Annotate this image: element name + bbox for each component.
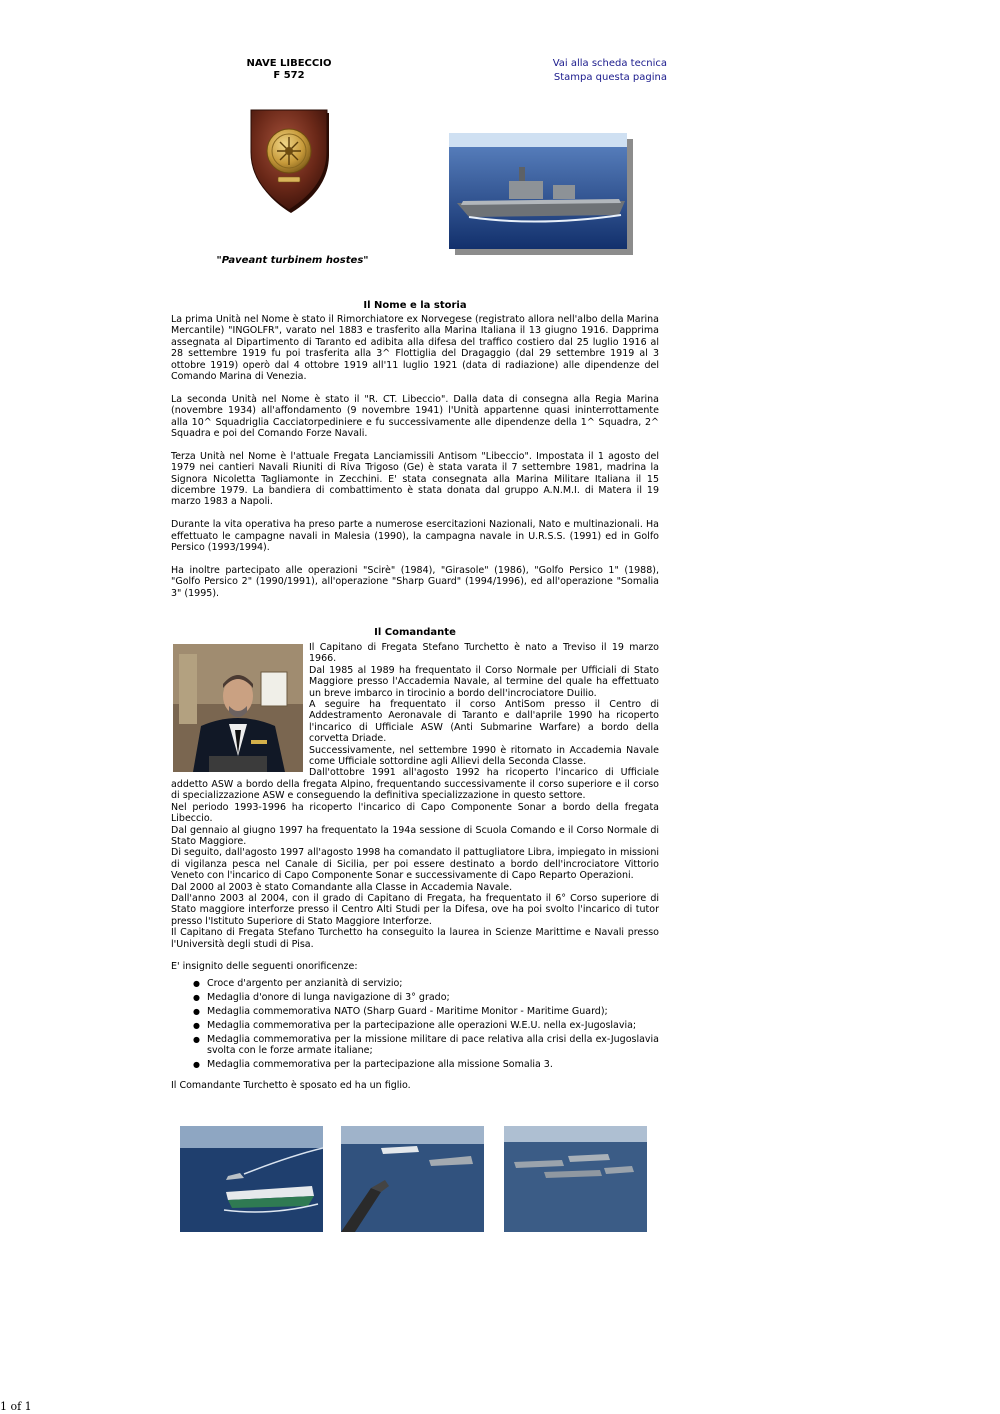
ship-title <box>200 58 378 82</box>
commander-portrait <box>173 644 303 772</box>
list-item: ● Medaglia commemorativa per la partecipazione alle operazioni W.E.U. nella ex-Jugoslavia; <box>193 1020 659 1031</box>
commander-bio-line: Nel periodo 1993-1996 ha ricoperto l'incarico di Capo Componente Sonar a bordo della fregata Libeccio. <box>171 801 659 825</box>
commander-bio-line: Di seguito, dall'agosto 1997 all'agosto 1998 ha comandato il pattugliatore Libra, impiegato in missioni di vigilanza pesca nel Canale di Sicilia, per poi essere destinato a bordo dell'incrociatore Vittorio Veneto con l'incarico di Capo Componente Sonar e successivamente di Capo Reparto Operazioni. <box>171 847 659 882</box>
history-paragraph: Ha inoltre partecipato alle operazioni "Scirè" (1984), "Girasole" (1986), "Golfo Persico 1" (1988), "Golfo Persico 2" (1990/1991), all'operazione "Sharp Guard" (1994/1996), ed all'operazione "Somalia 3" (1995). <box>171 564 659 599</box>
history-section <box>171 314 659 610</box>
list-item: ● Medaglia commemorativa per la missione militare di pace relativa alla crisi della ex-Jugoslavia svolta con le forze armate italiane; <box>193 1034 659 1057</box>
history-paragraph: La seconda Unità nel Nome è stato il "R. CT. Libeccio". Dalla data di consegna alla Regia Marina (novembre 1934) all'affondamento (9 novembre 1941) l'Unità appartenne quasi ininterrottamente alla 10^ Squadriglia Cacciatorpediniere e fu successivamente alle dipendenze della 1^ Squadra, 2^ Squadra e poi del Comando Forze Navali. <box>171 393 659 440</box>
gallery-photo-1 <box>180 1126 323 1232</box>
commander-section <box>171 642 659 1092</box>
history-paragraph: Terza Unità nel Nome è l'attuale Fregata Lanciamissili Antisom "Libeccio". Impostata il 1 agosto del 1979 nei cantieri Navali Riuniti di Riva Trigoso (Ge) è stata varata il 7 settembre 1981, madrina la Signora Nicoletta Tagliamonte in Zecchini. E' stata consegnata alla Marina Militare Italiana il 15 dicembre 1979. La bandiera di combattimento è stata donata dal gruppo A.N.M.I. di Matera il 19 marzo 1983 a Napoli. <box>171 450 659 508</box>
ship-photo <box>449 133 633 255</box>
history-paragraph: Durante la vita operativa ha preso parte a numerose esercitazioni Nazionali, Nato e multinazionali. Ha effettuato le campagne navali in Malesia (1990), la campagna navale in U.R.S.S. (1991) ed in Golfo Persico (1993/1994). <box>171 519 659 554</box>
commander-bio-line: Dall'ottobre 1991 all'agosto 1992 ha ricoperto l'incarico di Ufficiale addetto ASW a bordo della fregata Alpino, frequentando successivamente il corso superiore e il corso di specializzazione ASW e conseguendo la definitiva specializzazione in questo settore. <box>171 767 659 802</box>
commander-bio-line: Dal 1985 al 1989 ha frequentato il Corso Normale per Ufficiali di Stato Maggiore presso l'Accademia Navale, al termine del quale ha effettuato un breve imbarco in tirocinio a bordo dell'incrociatore Duilio. <box>309 664 659 699</box>
list-item: ● Medaglia commemorativa NATO (Sharp Guard - Maritime Monitor - Maritime Guard); <box>193 1006 659 1017</box>
commander-closing: Il Comandante Turchetto è sposato ed ha un figlio. <box>171 1080 411 1092</box>
print-page-link[interactable]: Stampa questa pagina <box>553 72 667 83</box>
history-heading: Il Nome e la storia <box>363 300 467 311</box>
pennant-number: F 572 <box>273 70 305 81</box>
honors-list <box>171 978 659 1070</box>
page-indicator: 1 of 1 <box>0 1400 32 1413</box>
commander-bio-line: A seguire ha frequentato il corso AntiSom presso il Centro di Addestramento Aeronavale di Taranto e dall'aprile 1990 ha ricoperto l'incarico di Ufficiale ASW (Anti Submarine Warfare) a bordo della corvetta Driade. <box>309 699 659 745</box>
commander-bio-line: Dall'anno 2003 al 2004, con il grado di Capitano di Fregata, ha frequentato il 6° Corso superiore di Stato maggiore interforze presso il Centro Alti Studi per la Difesa, ove ha poi svolto l'incarico di tutor presso l'Istituto Superiore di Stato Maggiore Interforze. <box>171 892 659 927</box>
commander-bio-line: Il Capitano di Fregata Stefano Turchetto è nato a Treviso il 19 marzo 1966. <box>309 642 659 665</box>
list-item: ● Medaglia d'onore di lunga navigazione di 3° grado; <box>193 992 659 1003</box>
commander-heading: Il Comandante <box>374 627 456 638</box>
gallery-photo-2 <box>341 1126 484 1232</box>
commander-bio-line: Il Capitano di Fregata Stefano Turchetto ha conseguito la laurea in Scienze Marittime e Navali presso l'Università degli studi di Pisa. <box>171 927 659 950</box>
ship-crest-image <box>248 107 332 215</box>
gallery-photo-3 <box>504 1126 647 1232</box>
commander-bio-line: Dal 2000 al 2003 è stato Comandante alla Classe in Accademia Navale. <box>171 881 513 893</box>
list-item: ● Croce d'argento per anzianità di servizio; <box>193 978 659 989</box>
tech-sheet-link[interactable]: Vai alla scheda tecnica <box>552 58 667 69</box>
ship-name: NAVE LIBECCIO <box>246 58 332 69</box>
ship-motto: "Paveant turbinem hostes" <box>216 255 369 266</box>
commander-bio-line: Successivamente, nel settembre 1990 è ritornato in Accademia Navale come Ufficiale sottordine agli Allievi della Seconda Classe. <box>309 744 659 768</box>
list-item: ● Medaglia commemorativa per la partecipazione alla missione Somalia 3. <box>193 1059 659 1070</box>
honors-intro: E' insignito delle seguenti onorificenze: <box>171 960 358 972</box>
commander-bio-line: Dal gennaio al giugno 1997 ha frequentato la 194a sessione di Scuola Comando e il Corso Normale di Stato Maggiore. <box>171 824 659 847</box>
top-links <box>500 57 667 85</box>
history-paragraph: La prima Unità nel Nome è stato il Rimorchiatore ex Norvegese (registrato allora nell'albo della Marina Mercantile) "INGOLFR", varato nel 1883 e trasferito alla Marina Italiana il 13 giugno 1916. Dapprima assegnata al Dipartimento di Taranto ed adibita alla difesa del traffico costiero dal 25 luglio 1916 al 28 settembre 1919 fu poi trasferita alla 3^ Flottiglia del Dragaggio (dal 29 settembre 1919 al 3 ottobre 1919) operò dal 4 ottobre 1919 all'11 luglio 1921 (data di radiazione) alle dipendenze del Comando Marina di Venezia. <box>171 314 659 383</box>
